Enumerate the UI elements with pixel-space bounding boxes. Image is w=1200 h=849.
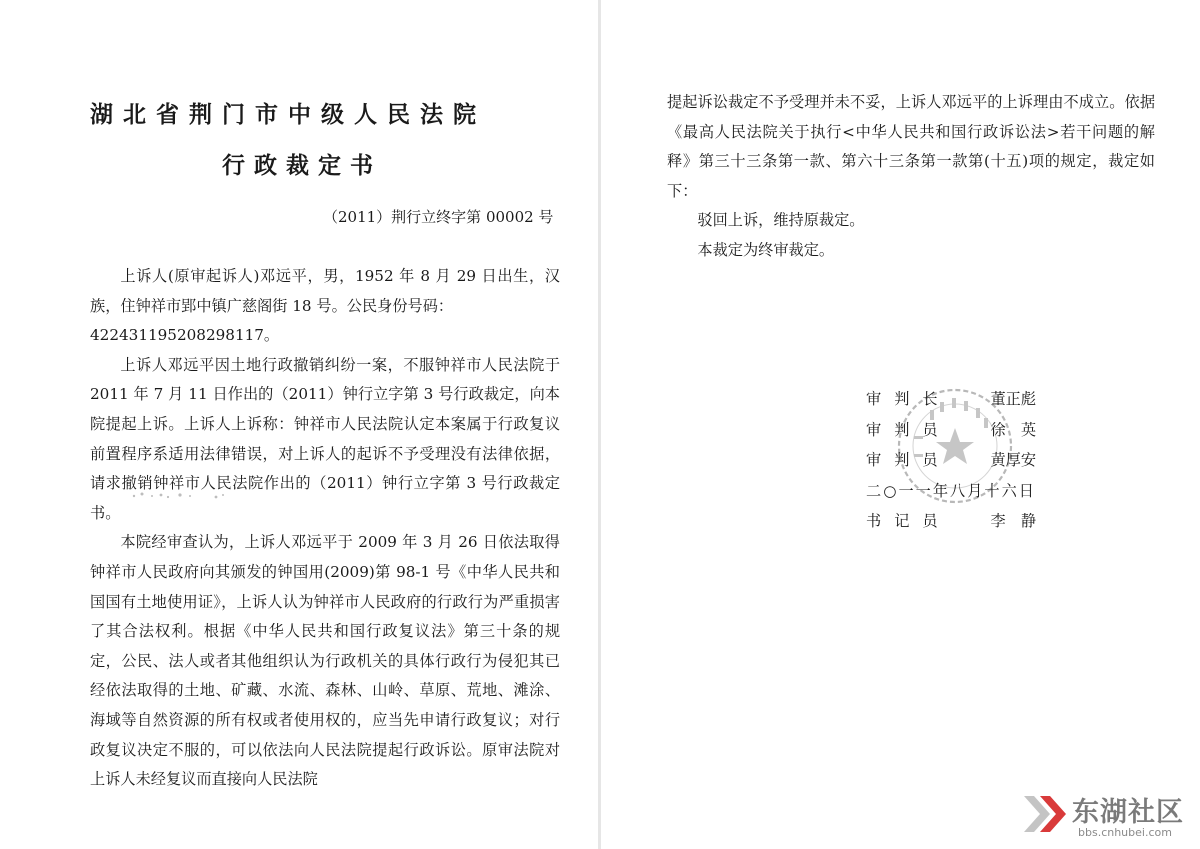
document-type-title: 行政裁定书 (222, 153, 382, 179)
role-judge-2: 审判员 (866, 451, 951, 469)
name-chief-judge: 董正彪 (990, 390, 1036, 408)
signature-row-clerk (866, 506, 1036, 537)
scan-smudge (128, 488, 228, 502)
signature-block (866, 384, 1036, 537)
site-watermark (1020, 790, 1200, 845)
site-name: 东湖社区 (1072, 797, 1184, 828)
signature-row-judge-1 (866, 415, 1036, 446)
right-page (600, 0, 1200, 849)
paragraph-court-findings: 本院经审查认为，上诉人邓远平于 2009 年 3 月 26 日依法取得钟祥市人民政府向其颁发的钟国用(2009)第 98-1 号《中华人民共和国国有土地使用证》，上诉人认为钟祥市人民政府的行政行为严重损害了其合法权利。根据《中华人民共和国行政复议法》第三十条的规定，公民、法人或者其他组织认为行政机关的具体行政行为侵犯其已经依法取得的土地、矿藏、水流、森林、山岭、草原、荒地、滩涂、海域等自然资源的所有权或者使用权的，应当先申请行政复议；对行政复议决定不服的，可以依法向人民法院提起行政诉讼。原审法院对上诉人未经复议而直接向人民法院 (90, 533, 560, 789)
signature-row-chief-judge (866, 384, 1036, 415)
role-chief-judge: 审判长 (866, 390, 951, 408)
paragraph-appellant-info: 上诉人(原审起诉人)邓远平，男，1952 年 8 月 29 日出生，汉族，住钟祥市郢中镇广慈阁街 18 号。公民身份号码： (90, 267, 560, 315)
name-clerk: 李 静 (990, 512, 1036, 530)
signature-row-judge-2 (866, 445, 1036, 476)
paragraph-ruling-basis: 提起诉讼裁定不予受理并未不妥，上诉人邓远平的上诉理由不成立。依据《最高人民法院关于执行<中华人民共和国行政诉讼法>若干问题的解释》第三十三条第一款、第六十三条第一款第(十五)项的规定，裁定如下： (667, 93, 1155, 200)
site-logo-icon (1020, 792, 1072, 836)
judgment-body-left (90, 262, 560, 795)
name-judge-2: 黄厚安 (990, 451, 1036, 469)
case-number: （2011）荆行立终字第 00002 号 (323, 208, 554, 226)
paragraph-final-ruling: 本裁定为终审裁定。 (697, 240, 835, 259)
signature-row-date (866, 476, 1036, 507)
paragraph-ruling-decision: 驳回上诉，维持原裁定。 (697, 211, 865, 229)
role-judge-1: 审判员 (866, 420, 951, 439)
paragraph-id-number: 422431195208298117。 (90, 326, 280, 345)
site-url: bbs.cnhubei.com (1078, 826, 1172, 839)
role-clerk: 书记员 (866, 512, 951, 530)
court-name: 湖北省荆门市中级人民法院 (90, 102, 486, 128)
name-judge-1: 徐 英 (990, 420, 1036, 439)
paragraph-appeal-claims: 上诉人邓远平因土地行政撤销纠纷一案，不服钟祥市人民法院于 2011 年 7 月 11 日作出的（2011）钟行立字第 3 号行政裁定，向本院提起上诉。上诉人上诉称：钟祥市人民法院认定本案属于行政复议前置程序系适用法律错误，对上诉人的起诉不予受理没有法律依据，请求撤销钟祥市人民法院作出的（2011）钟行立字第 3 号行政裁定书。 (90, 355, 560, 522)
judgment-body-right (667, 88, 1155, 265)
ruling-date: 二○一一年八月十六日 (866, 481, 1036, 500)
